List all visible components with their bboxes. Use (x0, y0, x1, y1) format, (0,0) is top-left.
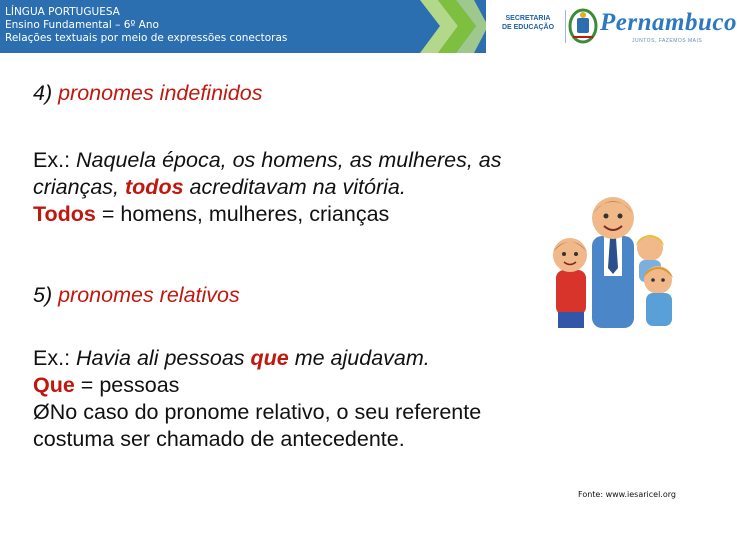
note-line: ØNo caso do pronome relativo, o seu referente (33, 400, 482, 424)
grade-label: Ensino Fundamental – 6º Ano (5, 19, 159, 31)
brand-wordmark: Pernambuco (600, 9, 737, 36)
header-text (5, 6, 287, 45)
todos-definition: Todos = homens, mulheres, crianças (33, 202, 390, 226)
example-2: Ex.: Havia ali pessoas que me ajudavam. Que = pessoas ØNo caso do pronome relativo, o seu referente costuma ser chamado de antecedente. (33, 346, 482, 451)
family-illustration (540, 188, 690, 328)
topic-label: Relações textuais por meio de expressões conectoras (5, 32, 288, 44)
section-5-heading: 5) pronomes relativos (33, 283, 240, 307)
state-crest-icon (568, 7, 598, 45)
secretaria-label: SECRETARIA DE EDUCAÇÃO (501, 15, 555, 31)
source-credit: Fonte: www.iesaricel.org (578, 490, 676, 499)
highlight-que: que (250, 346, 289, 370)
brand-tagline: JUNTOS, FAZEMOS MAIS (632, 38, 703, 44)
example-1: Ex.: Naquela época, os homens, as mulheres, as crianças, todos acreditavam na vitória. Todos = homens, mulheres, crianças (33, 148, 502, 226)
subject-label: LÍNGUA PORTUGUESA (5, 6, 120, 18)
government-logo (486, 0, 737, 53)
arrow-bullet-icon: Ø (33, 400, 50, 424)
que-definition: Que = pessoas (33, 373, 180, 397)
highlight-todos: todos (125, 175, 184, 199)
chevron-decoration (418, 0, 488, 53)
logo-divider (565, 10, 566, 43)
example-prefix: Ex.: (33, 148, 77, 172)
header-bar (0, 0, 737, 53)
section-4-heading: 4) pronomes indefinidos (33, 81, 263, 105)
